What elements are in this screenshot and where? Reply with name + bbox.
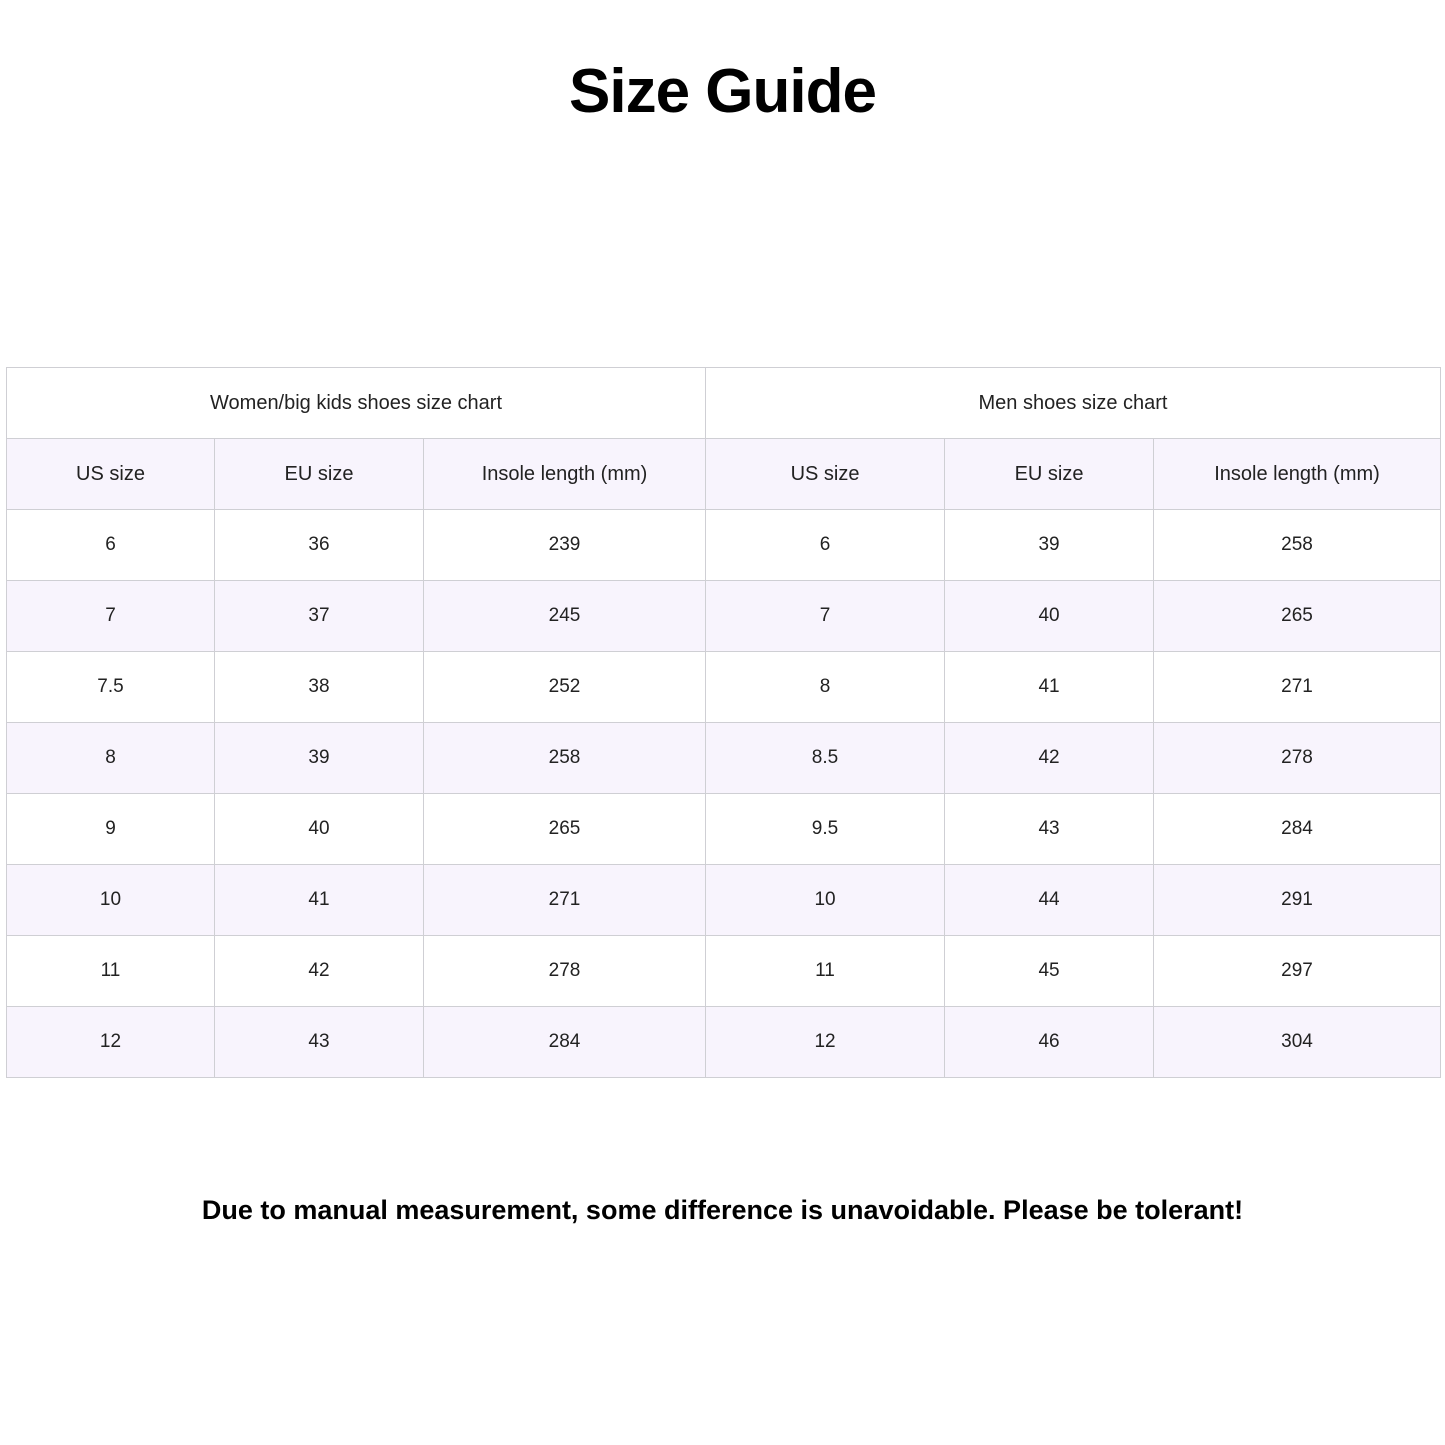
women-eu-size-cell: 42 <box>215 936 424 1007</box>
women-insole-length-cell: 271 <box>424 865 706 936</box>
women-us-size-cell: 12 <box>7 1007 215 1078</box>
men-insole-length-cell: 284 <box>1154 794 1441 865</box>
men-us-size-cell: 6 <box>706 510 945 581</box>
table-row <box>7 581 1441 652</box>
men-insole-length-header: Insole length (mm) <box>1154 439 1441 510</box>
women-eu-size-header: EU size <box>215 439 424 510</box>
page-title: Size Guide <box>569 57 876 126</box>
table-row <box>7 1007 1441 1078</box>
men-eu-size-cell: 42 <box>945 723 1154 794</box>
men-insole-length-cell: 258 <box>1154 510 1441 581</box>
table-row <box>7 510 1441 581</box>
men-eu-size-cell: 43 <box>945 794 1154 865</box>
chart-caption-row <box>7 368 1441 439</box>
men-insole-length-cell: 297 <box>1154 936 1441 1007</box>
men-eu-size-cell: 40 <box>945 581 1154 652</box>
men-us-size-cell: 12 <box>706 1007 945 1078</box>
men-us-size-cell: 10 <box>706 865 945 936</box>
table-row <box>7 652 1441 723</box>
women-us-size-cell: 8 <box>7 723 215 794</box>
men-eu-size-cell: 41 <box>945 652 1154 723</box>
women-us-size-cell: 7.5 <box>7 652 215 723</box>
men-eu-size-cell: 46 <box>945 1007 1154 1078</box>
men-chart-caption: Men shoes size chart <box>706 368 1441 439</box>
men-us-size-header: US size <box>706 439 945 510</box>
women-eu-size-cell: 41 <box>215 865 424 936</box>
men-insole-length-cell: 265 <box>1154 581 1441 652</box>
women-eu-size-cell: 37 <box>215 581 424 652</box>
men-us-size-cell: 8.5 <box>706 723 945 794</box>
women-insole-length-cell: 258 <box>424 723 706 794</box>
women-eu-size-cell: 36 <box>215 510 424 581</box>
women-chart-caption: Women/big kids shoes size chart <box>7 368 706 439</box>
women-insole-length-cell: 278 <box>424 936 706 1007</box>
men-eu-size-cell: 44 <box>945 865 1154 936</box>
women-eu-size-cell: 38 <box>215 652 424 723</box>
women-insole-length-cell: 239 <box>424 510 706 581</box>
men-insole-length-cell: 278 <box>1154 723 1441 794</box>
women-eu-size-cell: 39 <box>215 723 424 794</box>
table-row <box>7 794 1441 865</box>
women-insole-length-header: Insole length (mm) <box>424 439 706 510</box>
table-row <box>7 865 1441 936</box>
women-us-size-cell: 6 <box>7 510 215 581</box>
men-eu-size-header: EU size <box>945 439 1154 510</box>
men-us-size-cell: 8 <box>706 652 945 723</box>
men-insole-length-cell: 304 <box>1154 1007 1441 1078</box>
men-eu-size-cell: 45 <box>945 936 1154 1007</box>
men-us-size-cell: 9.5 <box>706 794 945 865</box>
women-insole-length-cell: 284 <box>424 1007 706 1078</box>
women-insole-length-cell: 265 <box>424 794 706 865</box>
men-insole-length-cell: 291 <box>1154 865 1441 936</box>
women-us-size-cell: 11 <box>7 936 215 1007</box>
column-header-row <box>7 439 1441 510</box>
women-us-size-cell: 9 <box>7 794 215 865</box>
table-row <box>7 936 1441 1007</box>
men-eu-size-cell: 39 <box>945 510 1154 581</box>
women-eu-size-cell: 40 <box>215 794 424 865</box>
women-insole-length-cell: 252 <box>424 652 706 723</box>
women-insole-length-cell: 245 <box>424 581 706 652</box>
women-us-size-cell: 7 <box>7 581 215 652</box>
men-us-size-cell: 11 <box>706 936 945 1007</box>
table-row <box>7 723 1441 794</box>
women-us-size-cell: 10 <box>7 865 215 936</box>
men-insole-length-cell: 271 <box>1154 652 1441 723</box>
men-us-size-cell: 7 <box>706 581 945 652</box>
women-us-size-header: US size <box>7 439 215 510</box>
women-eu-size-cell: 43 <box>215 1007 424 1078</box>
measurement-disclaimer: Due to manual measurement, some difference is unavoidable. Please be tolerant! <box>201 1195 1244 1225</box>
size-chart-table <box>6 367 1441 1078</box>
